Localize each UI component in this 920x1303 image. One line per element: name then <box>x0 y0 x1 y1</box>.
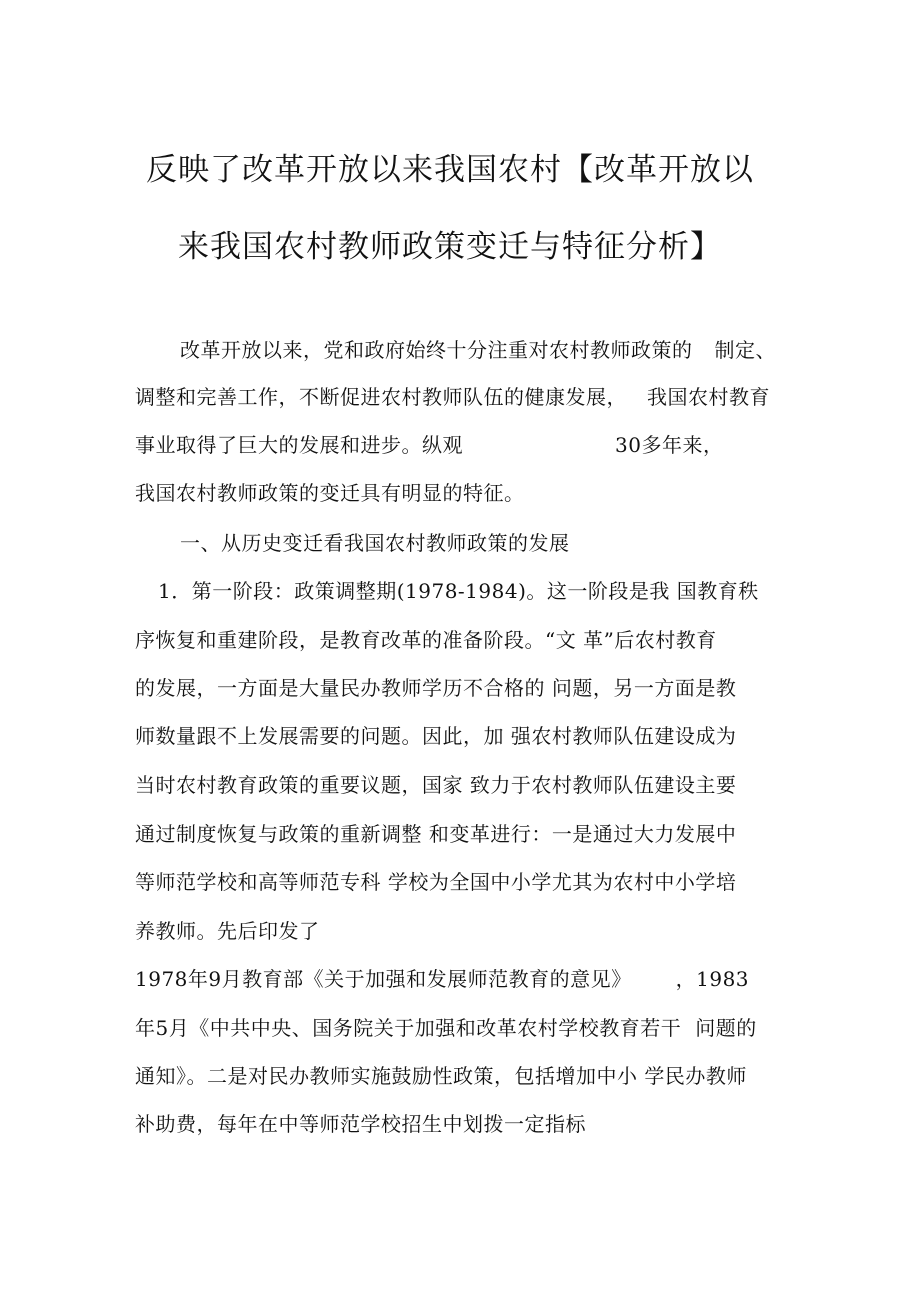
paragraph-2-line-12: 补助费，每年在中等师范学校招生中划拨一定指标 <box>135 1112 586 1136</box>
paragraph-2-line-4: 师数量跟不上发展需要的问题。因此，加 强农村教师队伍建设成为 <box>135 724 737 748</box>
text-segment: 问题的 <box>695 1016 757 1040</box>
paragraph-2-line-11: 通知》。二是对民办教师实施鼓励性政策，包括增加中小 学民办教师 <box>135 1064 747 1088</box>
paragraph-1-line-2 <box>135 383 770 411</box>
paragraph-2-line-8: 养教师。先后印发了 <box>135 919 320 943</box>
paragraph-2-line-1: 1．第一阶段：政策调整期(1978-1984)。这一阶段是我 国教育秩 <box>158 579 759 603</box>
text-segment: 年5月《中共中央、国务院关于加强和改革农村学校教育若干 <box>135 1016 682 1040</box>
text-segment: 1978年9月教育部《关于加强和发展师范教育的意见》 <box>135 967 632 991</box>
paragraph-2-line-10 <box>135 1014 757 1042</box>
paragraph-1-line-3 <box>135 431 723 459</box>
text-segment: 调整和完善工作，不断促进农村教师队伍的健康发展， <box>135 385 627 409</box>
text-segment: 事业取得了巨大的发展和进步。纵观 <box>135 433 463 457</box>
paragraph-1-line-4: 我国农村教师政策的变迁具有明显的特征。 <box>135 481 525 505</box>
text-segment: 我国农村教育 <box>647 385 770 409</box>
title-line-2: 来我国农村教师政策变迁与特征分析】 <box>178 229 722 265</box>
section-heading-1: 一、从历史变迁看我国农村教师政策的发展 <box>180 531 570 555</box>
paragraph-2-line-9 <box>135 965 749 993</box>
text-segment: 改革开放以来，党和政府始终十分注重对农村教师政策的 <box>180 338 693 362</box>
text-segment: 制定、 <box>714 338 776 362</box>
paragraph-2-line-2: 序恢复和重建阶段，是教育改革的准备阶段。“文 革”后农村教育 <box>135 628 717 652</box>
paragraph-2-line-3: 的发展，一方面是大量民办教师学历不合格的 问题，另一方面是教 <box>135 676 737 700</box>
paragraph-2-line-5: 当时农村教育政策的重要议题，国家 致力于农村教师队伍建设主要 <box>135 773 737 797</box>
paragraph-2-line-7: 等师范学校和高等师范专科 学校为全国中小学尤其为农村中小学培 <box>135 870 737 894</box>
text-segment: 30多年来， <box>615 433 724 457</box>
paragraph-2-line-6: 通过制度恢复与政策的重新调整 和变革进行：一是通过大力发展中 <box>135 822 737 846</box>
text-segment: ，1983 <box>675 967 750 991</box>
title-line-1: 反映了改革开放以来我国农村【改革开放以 <box>146 152 754 188</box>
paragraph-1-line-1 <box>180 336 776 364</box>
